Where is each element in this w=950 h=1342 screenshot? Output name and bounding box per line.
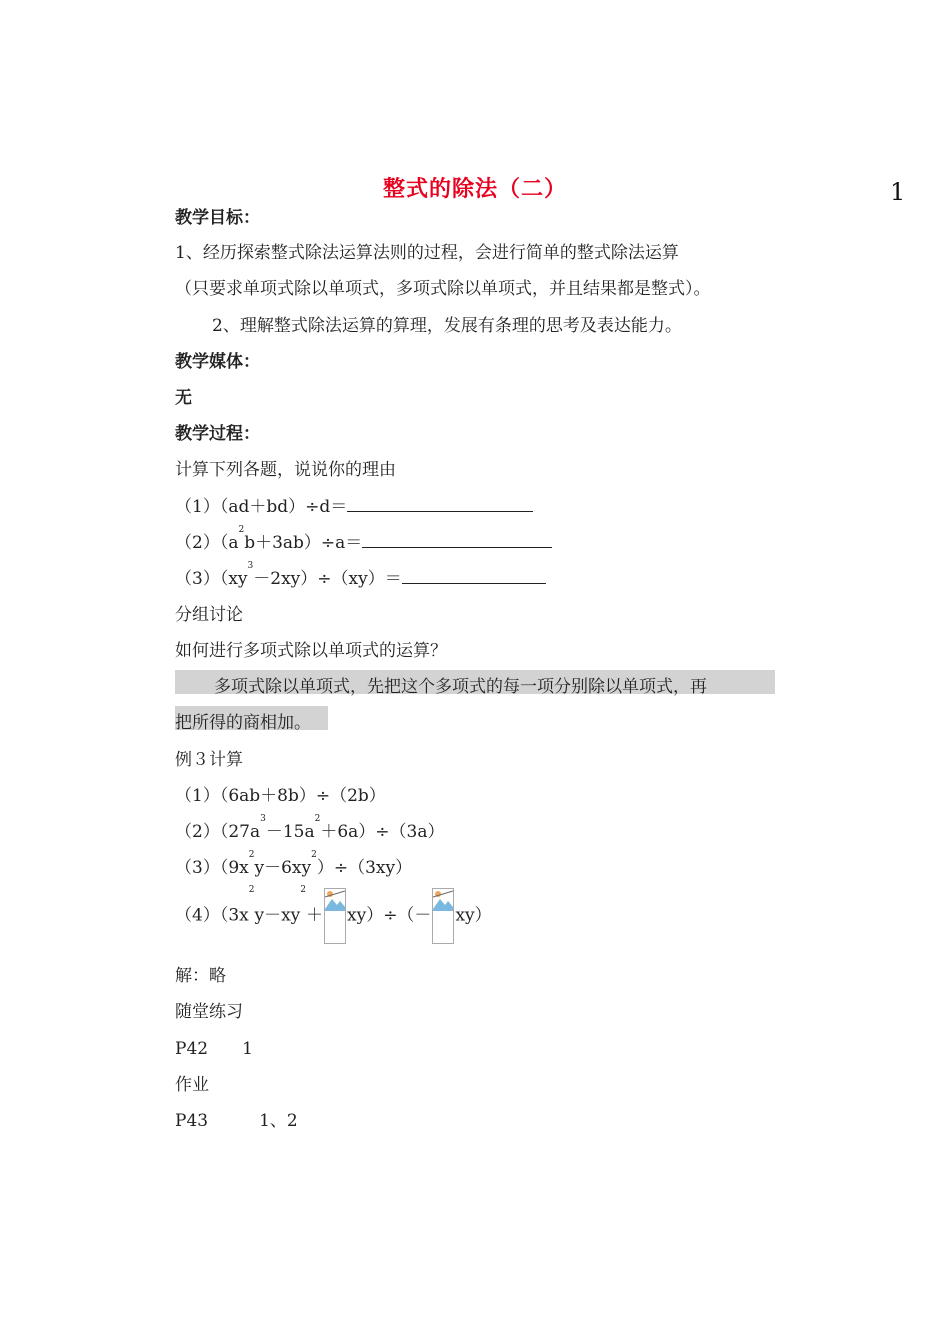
rule-line-1: 多项式除以单项式，先把这个多项式的每一项分别除以单项式，再 (214, 677, 707, 697)
rule-line-2: 把所得的商相加。 (175, 713, 311, 733)
objective-1-line-2: （只要求单项式除以单项式，多项式除以单项式，并且结果都是整式）。 (175, 279, 711, 299)
question-1: （1）（ad＋bd）÷d＝ (175, 492, 533, 517)
document-title: 整式的除法（二） (382, 176, 567, 202)
example-2: $(2)(27a^3-15a^2+6a)\div(3a)$ (175, 814, 445, 842)
page-number: 1 (890, 178, 906, 206)
broken-image-icon (432, 888, 454, 944)
objective-1-line-1: 1、经历探索整式除法运算法则的过程，会进行简单的整式除法运算 (175, 243, 679, 263)
example-heading: 例３计算 (175, 750, 243, 770)
answer-blank (347, 495, 533, 512)
practice-heading: 随堂练习 (175, 1002, 243, 1022)
example-3: $(3)(9x^2y-6xy^2)\div(3xy)$ (175, 850, 413, 878)
process-heading: 教学过程： (175, 424, 260, 444)
discuss-label: 分组讨论 (175, 605, 243, 625)
example-4: $(4)(3x^2y-xy^2+$ xy）÷（－ xy） (175, 888, 492, 944)
practice-reference: P42 1 (175, 1039, 253, 1059)
objectives-heading: 教学目标： (175, 208, 260, 228)
objective-2: 2、理解整式除法运算的算理，发展有条理的思考及表达能力。 (212, 316, 682, 336)
question-2: $(2)(a^2b+3ab)\div a=$ (175, 528, 552, 553)
homework-heading: 作业 (175, 1075, 209, 1095)
media-heading: 教学媒体： (175, 352, 260, 372)
answer-blank (362, 531, 552, 548)
process-intro: 计算下列各题，说说你的理由 (175, 460, 396, 480)
homework-reference: P43 1、2 (175, 1111, 298, 1131)
solution: 解：略 (175, 966, 226, 986)
broken-image-icon (324, 888, 346, 944)
discuss-question: 如何进行多项式除以单项式的运算？ (175, 641, 447, 661)
example-1: （1）（6ab＋8b）÷（2b） (175, 786, 386, 806)
media-value: 无 (175, 388, 192, 408)
answer-blank (402, 567, 546, 584)
question-3: $(3)(xy^3-2xy)\div(xy)=$ (175, 564, 546, 589)
